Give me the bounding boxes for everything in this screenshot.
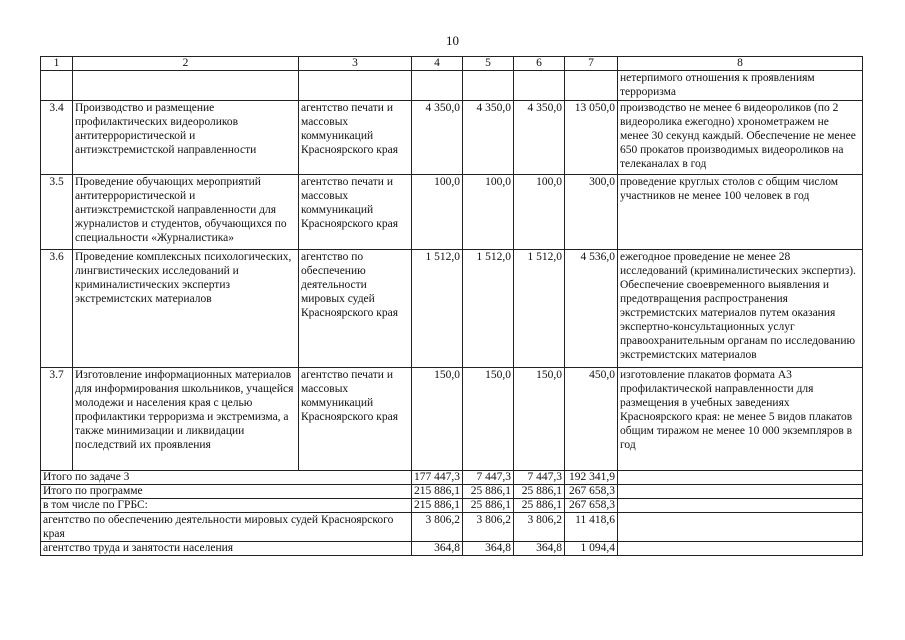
row-number: 3.6 <box>41 250 73 368</box>
value-year-3: 25 886,1 <box>514 485 565 499</box>
executor: агентство печати и массовых коммуникаций Красноярского края <box>299 368 412 471</box>
table-row <box>41 101 863 175</box>
value-year-2: 3 806,2 <box>463 513 514 542</box>
table-row <box>41 368 863 471</box>
value-total: 192 341,9 <box>565 471 618 485</box>
value-year-2: 150,0 <box>463 368 514 471</box>
value-year-3: 25 886,1 <box>514 499 565 513</box>
total-label: в том числе по ГРБС: <box>41 499 412 513</box>
value-total: 1 094,4 <box>565 542 618 556</box>
value-year-1: 4 350,0 <box>412 101 463 175</box>
column-number-8: 8 <box>618 57 863 71</box>
column-number-7: 7 <box>565 57 618 71</box>
value-year-3: 100,0 <box>514 175 565 250</box>
table-row <box>41 250 863 368</box>
executor: агентство печати и массовых коммуникаций Красноярского края <box>299 101 412 175</box>
result-cell: проведение круглых столов с общим числом участников не менее 100 человек в год <box>618 175 863 250</box>
column-number-4: 4 <box>412 57 463 71</box>
executor: агентство по обеспечению деятельности мировых судей Красноярского края <box>299 250 412 368</box>
total-label: Итого по программе <box>41 485 412 499</box>
column-number-3: 3 <box>299 57 412 71</box>
value-year-3: 1 512,0 <box>514 250 565 368</box>
value-total: 13 050,0 <box>565 101 618 175</box>
value-year-1: 150,0 <box>412 368 463 471</box>
page-number: 10 <box>446 33 459 48</box>
value-total: 300,0 <box>565 175 618 250</box>
value-year-1: 215 886,1 <box>412 499 463 513</box>
total-label: агентство по обеспечению деятельности мировых судей Красноярского края <box>41 513 412 542</box>
activity-name: Проведение обучающих мероприятий антитеррористической и антиэкстремистской направленности для журналистов и студентов, обучающихся по специальности «Журналистика» <box>73 175 299 250</box>
value-year-2: 100,0 <box>463 175 514 250</box>
value-year-1: 364,8 <box>412 542 463 556</box>
value-year-2: 7 447,3 <box>463 471 514 485</box>
value-total: 4 536,0 <box>565 250 618 368</box>
value-total: 450,0 <box>565 368 618 471</box>
activity-name: Производство и размещение профилактических видеороликов антитеррористической и антиэкстремистской направленности <box>73 101 299 175</box>
value-year-3: 150,0 <box>514 368 565 471</box>
column-number-2: 2 <box>73 57 299 71</box>
value-year-2: 364,8 <box>463 542 514 556</box>
program-table <box>40 56 863 556</box>
value-total: 267 658,3 <box>565 485 618 499</box>
value-year-2: 25 886,1 <box>463 485 514 499</box>
column-number-5: 5 <box>463 57 514 71</box>
result-cell: изготовление плакатов формата А3 профилактической направленности для размещения в учебных заведениях Красноярского края: не менее 5 видов плакатов общим тиражом не менее 10 000 экземпляров в год <box>618 368 863 471</box>
total-label: агентство труда и занятости населения <box>41 542 412 556</box>
value-year-2: 25 886,1 <box>463 499 514 513</box>
result-cell: производство не менее 6 видеороликов (по 2 видеоролика ежегодно) хронометражем не менее 30 секунд каждый. Обеспечение не менее 650 прокатов производимых видеороликов на телеканалах в год <box>618 101 863 175</box>
value-total: 267 658,3 <box>565 499 618 513</box>
total-row-labor-agency <box>41 542 863 556</box>
value-year-2: 1 512,0 <box>463 250 514 368</box>
value-total: 11 418,6 <box>565 513 618 542</box>
total-label: Итого по задаче 3 <box>41 471 412 485</box>
result-cell: нетерпимого отношения к проявлениям терроризма <box>618 71 863 101</box>
result-cell: ежегодное проведение не менее 28 исследований (криминалистических экспертиз). Обеспечение своевременного выявления и предотвращения распространения экстремистских материалов путем оказания экспертно-консультационных услуг правоохранительным органам по исследованию экстремистских материалов <box>618 250 863 368</box>
row-number: 3.7 <box>41 368 73 471</box>
value-year-2: 4 350,0 <box>463 101 514 175</box>
value-year-1: 1 512,0 <box>412 250 463 368</box>
row-number: 3.4 <box>41 101 73 175</box>
value-year-1: 215 886,1 <box>412 485 463 499</box>
total-row-grbs <box>41 499 863 513</box>
value-year-3: 364,8 <box>514 542 565 556</box>
total-row-task-3 <box>41 471 863 485</box>
table-row-continuation <box>41 71 863 101</box>
row-number: 3.5 <box>41 175 73 250</box>
value-year-3: 4 350,0 <box>514 101 565 175</box>
table-header-row <box>41 57 863 71</box>
value-year-1: 100,0 <box>412 175 463 250</box>
value-year-1: 177 447,3 <box>412 471 463 485</box>
column-number-6: 6 <box>514 57 565 71</box>
value-year-1: 3 806,2 <box>412 513 463 542</box>
activity-name: Проведение комплексных психологических, лингвистических исследований и криминалистических экспертиз экстремистских материалов <box>73 250 299 368</box>
value-year-3: 7 447,3 <box>514 471 565 485</box>
column-number-1: 1 <box>41 57 73 71</box>
executor: агентство печати и массовых коммуникаций Красноярского края <box>299 175 412 250</box>
activity-name: Изготовление информационных материалов для информирования школьников, учащейся молодежи и населения края с целью профилактики терроризма и экстремизма, а также минимизации и ликвидации последствий их проявления <box>73 368 299 471</box>
table-row <box>41 175 863 250</box>
total-row-program <box>41 485 863 499</box>
total-row-judges-agency <box>41 513 863 542</box>
value-year-3: 3 806,2 <box>514 513 565 542</box>
